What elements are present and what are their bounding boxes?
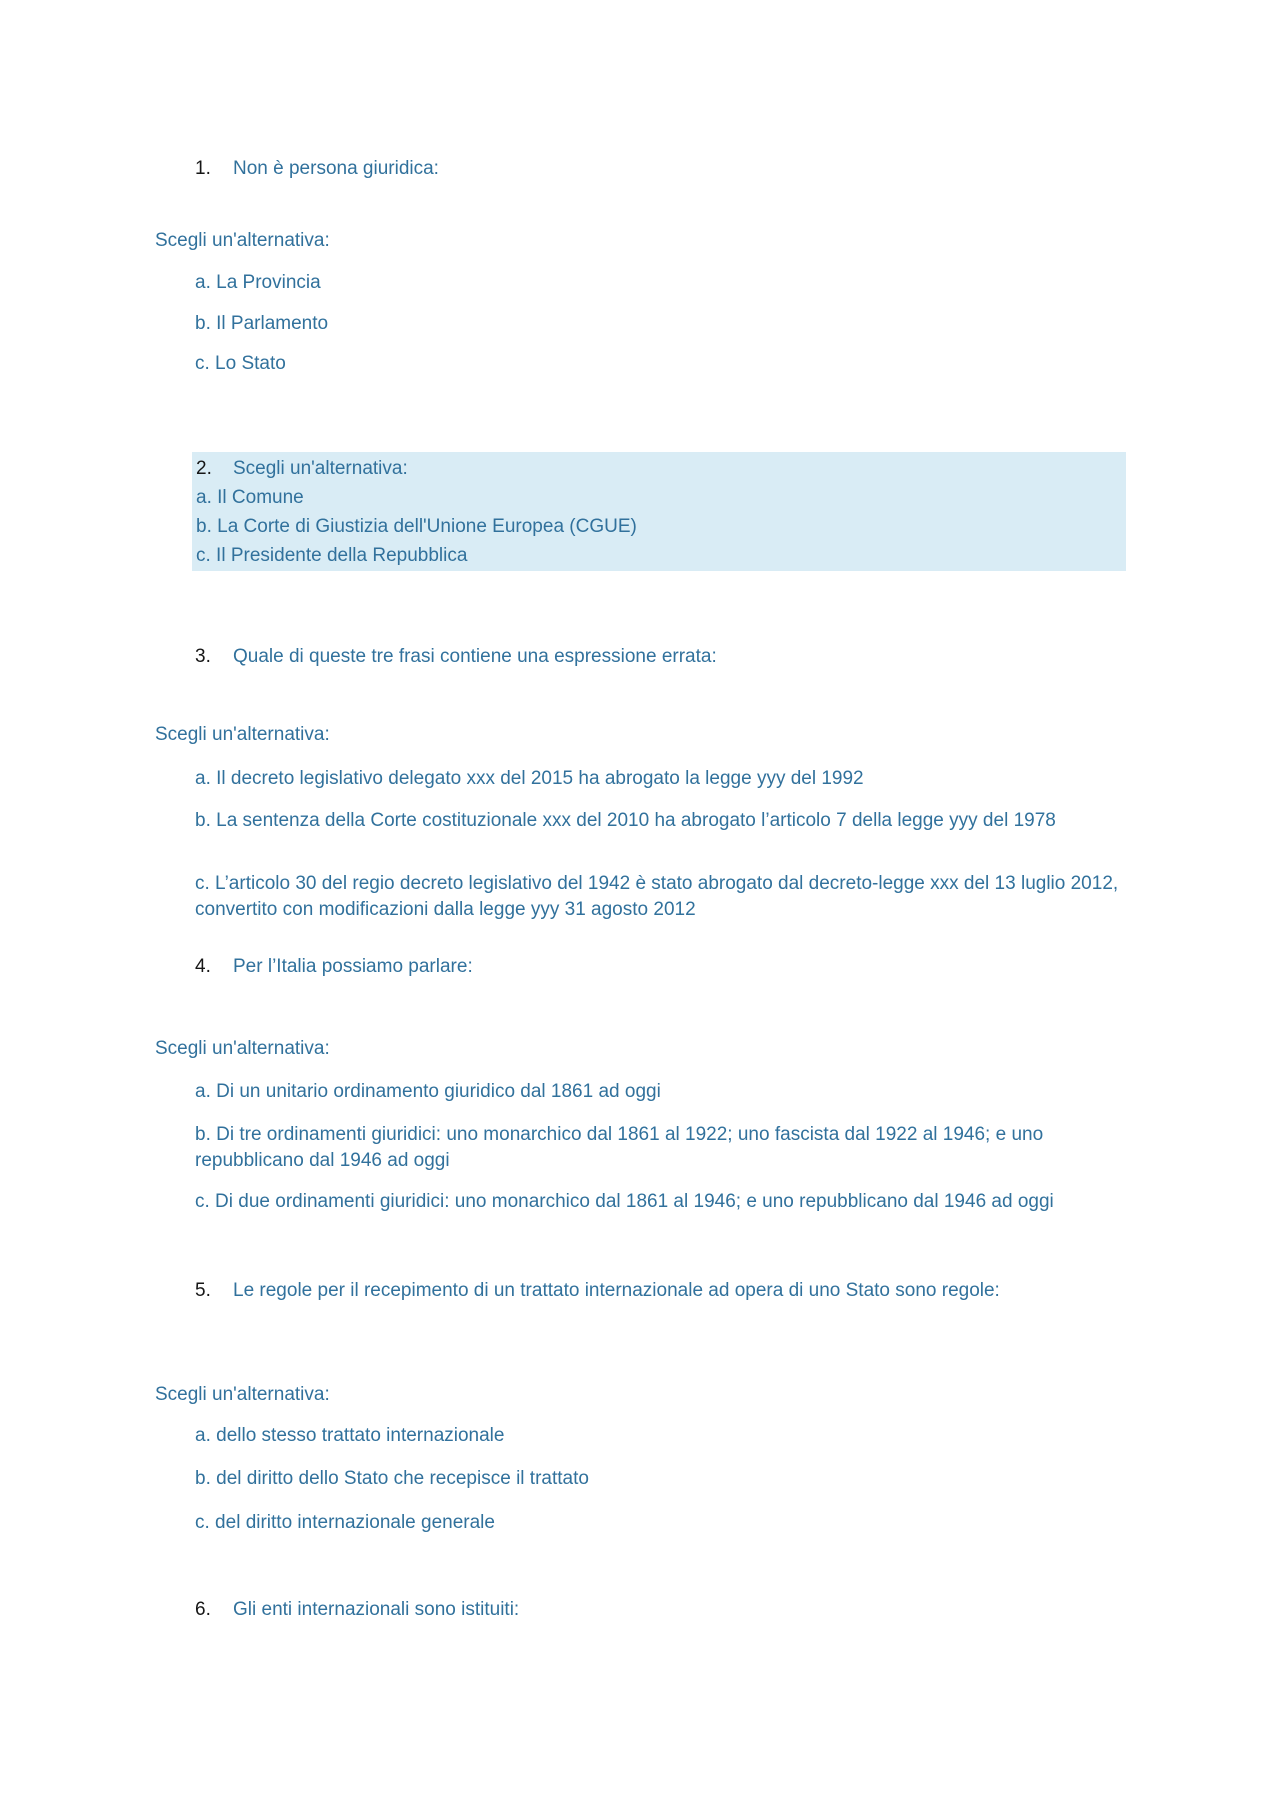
question-item-1: [195, 156, 439, 182]
option-c: c. del diritto internazionale generale: [195, 1512, 495, 1533]
choose-alternative-label: Scegli un'alternativa:: [155, 230, 330, 251]
question-item-4: [195, 954, 473, 980]
question-item-2-highlighted: [192, 452, 1126, 571]
question-number: 6.: [195, 1599, 211, 1620]
question-text: Per l’Italia possiamo parlare:: [233, 956, 473, 977]
option-b: b. La Corte di Giustizia dell'Unione Europea (CGUE): [196, 516, 637, 537]
question-text: Le regole per il recepimento di un trattato internazionale ad opera di uno Stato sono regole:: [233, 1280, 1000, 1301]
question-text: Quale di queste tre frasi contiene una espressione errata:: [233, 646, 717, 667]
choose-alternative-label: Scegli un'alternativa:: [155, 1384, 330, 1405]
choose-alternative-label: Scegli un'alternativa:: [155, 1038, 330, 1059]
question-text: Gli enti internazionali sono istituiti:: [233, 1599, 520, 1620]
question-text: Scegli un'alternativa:: [233, 458, 408, 479]
question-number: 5.: [195, 1280, 211, 1301]
question-line: [196, 454, 1126, 483]
option-b: b. Di tre ordinamenti giuridici: uno monarchico dal 1861 al 1922; uno fascista dal 1922 al 1946; e uno repubblicano dal 1946 ad oggi: [195, 1124, 1044, 1171]
choose-alternative-label: Scegli un'alternativa:: [155, 724, 330, 745]
option-c: c. L’articolo 30 del regio decreto legislativo del 1942 è stato abrogato dal decreto-legge xxx del 13 luglio 2012, convertito con modificazioni dalla legge yyy 31 agosto 2012: [195, 873, 1119, 920]
option-a: a. dello stesso trattato internazionale: [195, 1425, 505, 1446]
question-number: 2.: [196, 458, 212, 479]
option-c: c. Il Presidente della Repubblica: [196, 545, 468, 566]
question-number: 3.: [195, 646, 211, 667]
option-c: c. Lo Stato: [195, 353, 286, 374]
option-b: b. Il Parlamento: [195, 313, 329, 334]
option-b: b. del diritto dello Stato che recepisce il trattato: [195, 1468, 589, 1489]
option-a: a. La Provincia: [195, 272, 321, 293]
option-b: b. La sentenza della Corte costituzionale xxx del 2010 ha abrogato l’articolo 7 della legge yyy del 1978: [195, 810, 1056, 831]
option-a: a. Il decreto legislativo delegato xxx del 2015 ha abrogato la legge yyy del 1992: [195, 768, 864, 789]
question-number: 1.: [195, 158, 211, 179]
question-item-3: [195, 644, 717, 670]
question-text: Non è persona giuridica:: [233, 158, 439, 179]
question-item-6: [195, 1597, 519, 1623]
question-item-5: [195, 1278, 1000, 1304]
option-a: a. Di un unitario ordinamento giuridico dal 1861 ad oggi: [195, 1081, 661, 1102]
question-number: 4.: [195, 956, 211, 977]
option-a: a. Il Comune: [196, 487, 304, 508]
option-c: c. Di due ordinamenti giuridici: uno monarchico dal 1861 al 1946; e uno repubblicano dal 1946 ad oggi: [195, 1191, 1054, 1212]
